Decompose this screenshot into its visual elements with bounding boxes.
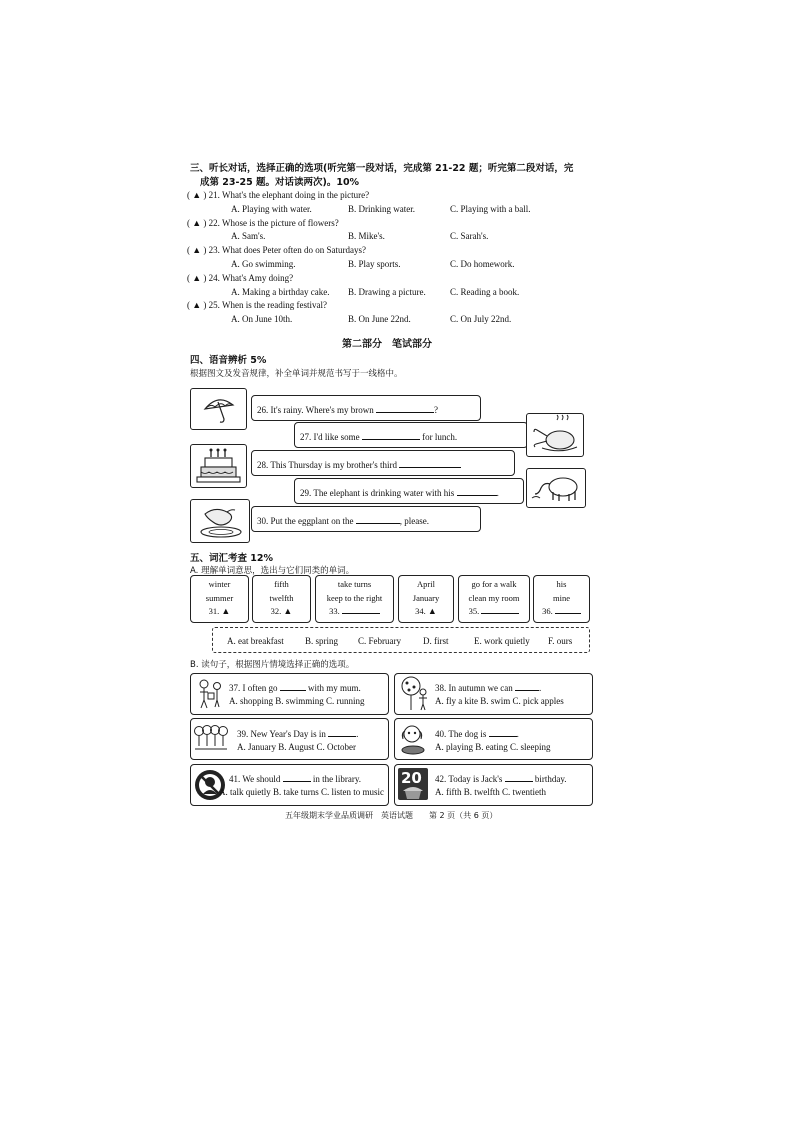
sentence-text: 28. This Thursday is my brother's third [257,460,398,470]
question-number: 32. [270,606,282,616]
answer-blank[interactable] [356,515,400,524]
question-text: What's Amy doing? [222,273,294,283]
chicken-picture [526,413,584,457]
phonics-sentence-30 [251,506,481,532]
word: summer [205,592,234,603]
question-number: 33. [329,606,340,616]
option-a: A. Go swimming. [231,259,296,269]
listening-question [187,190,369,200]
word: twelfth [269,592,294,603]
option-a: A. On June 10th. [231,314,293,324]
option-a: A. Making a birthday cake. [231,287,330,297]
picture-question-38 [394,673,593,715]
phonics-instruction: 根据图文及发音规律，补全单词并规范书写于一线格中。 [190,369,403,379]
question-number: 31. [208,606,220,616]
answer-blank[interactable] [505,773,533,782]
answer-bracket[interactable]: ( ▲ ) 24. [187,273,220,283]
answer-blank[interactable] [362,431,420,440]
answer-options: A. January B. August C. October [237,742,356,752]
answer-blank[interactable] [457,487,497,496]
option: F. ours [548,636,573,646]
answer-bracket[interactable]: ( ▲ ) 25. [187,300,220,310]
answer-options: A. fly a kite B. swim C. pick apples [435,696,564,706]
answer-options: A. shopping B. swimming C. running [229,696,365,706]
question-text-end: in the library. [312,774,362,784]
answer-blank[interactable] [376,404,434,413]
birthday-cake-picture [190,444,247,488]
cupcake-icon [401,786,425,800]
question-text: 38. In autumn we can [435,683,513,693]
word: keep to the right [326,592,383,603]
birthday-cake-icon [191,445,246,487]
question-text: What's the elephant doing in the picture? [222,190,370,200]
question-number: 34. [415,606,426,616]
answer-blank[interactable] [342,605,380,614]
option: A. eat breakfast [227,636,284,646]
question-text-end: with my mum. [308,683,361,693]
sentence-end: ? [433,405,438,415]
vocab-part-a-instruction: A. 理解单词意思，选出与它们同类的单词。 [190,566,355,576]
phonics-sentence-29 [294,478,524,504]
umbrella-icon [191,389,246,429]
answer-bracket[interactable]: ( ▲ ) 23. [187,245,220,255]
word: go for a walk [471,579,517,589]
dog-eating-icon [397,721,431,757]
question-text: 41. We should [229,774,281,784]
new-year-icon [193,721,229,757]
shopping-icon [193,676,227,712]
apple-picking-icon [397,676,431,712]
picture-question-42 [394,764,593,806]
picture-question-40 [394,718,593,760]
birthday-cake-20-picture [398,768,428,800]
listening-question [187,245,366,255]
answer-blank[interactable] [283,773,311,782]
answer-blank[interactable] [280,682,306,691]
picture-question-41 [190,764,389,806]
question-text-end: birthday. [534,774,567,784]
answer-options: A. fifth B. twelfth C. twentieth [435,787,546,797]
question-text: Whose is the picture of flowers? [222,218,339,228]
answer-triangle[interactable]: ▲ [221,606,231,616]
word: January [412,592,440,603]
cake-number: 20 [401,769,422,787]
answer-options: A. talk quietly B. take turns C. listen to music [219,787,384,797]
option-b: B. Drinking water. [348,204,415,214]
question-text: 40. The dog is [435,729,487,739]
listening-title-line1: 三、听长对话，选择正确的选项(听完第一段对话，完成第 21-22 题；听完第二段对话，完 [190,163,574,174]
sentence-text: 29. The elephant is drinking water with his [300,488,455,498]
option-c: C. Reading a book. [450,287,520,297]
word-group-36 [533,575,590,623]
word: fifth [274,579,289,589]
option: E. work quietly [474,636,530,646]
answer-bracket[interactable]: ( ▲ ) 22. [187,218,220,228]
sentence-text: 26. It's rainy. Where's my brown [257,405,374,415]
question-text: 42. Today is Jack's [435,774,503,784]
listening-question [187,218,339,228]
option-b: B. Mike's. [348,231,385,241]
sentence-end: , please. [399,516,429,526]
word-group-34 [398,575,454,623]
option-b: B. On June 22nd. [348,314,411,324]
listening-title-line2: 成第 23-25 题。对话读两次)。10% [200,177,360,188]
answer-bracket[interactable]: ( ▲ ) 21. [187,190,220,200]
listening-question [187,273,293,283]
word: mine [553,592,570,603]
picture-question-39 [190,718,389,760]
question-text: When is the reading festival? [222,300,327,310]
sentence-end: . [496,488,499,498]
word-group-33 [315,575,394,623]
question-text-end: . [356,729,359,739]
answer-blank[interactable] [399,459,461,468]
question-number: 35. [468,606,480,616]
eggplant-icon [191,500,249,542]
option-a: A. Sam's. [231,231,266,241]
option-c: C. Playing with a ball. [450,204,531,214]
sentence-text: 30. Put the eggplant on the [257,516,354,526]
word: April [417,579,435,589]
phonics-title: 四、语音辨析 5% [190,355,267,366]
part2-title: 第二部分 笔试部分 [342,339,432,350]
option-b: B. Drawing a picture. [348,287,426,297]
option-c: C. Sarah's. [450,231,489,241]
question-text-end: . [538,683,542,693]
vocab-part-b-instruction: B. 读句子，根据图片情境选择正确的选项。 [190,660,355,670]
phonics-sentence-28 [251,450,515,476]
answer-blank[interactable] [489,728,517,737]
option: D. first [423,636,449,646]
question-number: 36. [542,606,553,616]
question-text: 39. New Year's Day is in [237,729,326,739]
vocab-title: 五、词汇考查 12% [190,553,274,564]
phonics-sentence-27 [294,422,528,448]
question-text: 37. I often go [229,683,278,693]
elephant-icon [527,469,585,507]
option-a: A. Playing with water. [231,204,312,214]
sentence-text: 27. I'd like some [300,432,360,442]
question-text-end: . [516,729,519,739]
answer-blank[interactable] [328,728,359,739]
word: his [556,579,567,589]
option-c: C. On July 22nd. [450,314,512,324]
elephant-picture [526,468,586,508]
option: B. spring [305,636,339,646]
umbrella-picture [190,388,247,430]
answer-triangle[interactable]: ▲ [283,606,293,616]
word: take turns [337,579,372,589]
answer-triangle[interactable]: ▲ [427,606,437,616]
answer-blank[interactable] [555,605,581,614]
word-group-31 [190,575,249,623]
phonics-sentence-26 [251,395,481,421]
picture-question-37 [190,673,389,715]
answer-blank[interactable] [515,682,542,693]
word: clean my room [468,592,520,603]
word: winter [208,579,231,589]
answer-blank[interactable] [481,605,519,614]
option-b: B. Play sports. [348,259,401,269]
answer-options: A. playing B. eating C. sleeping [435,742,551,752]
listening-question [187,300,327,310]
word-group-35 [458,575,530,623]
sentence-end: for lunch. [422,432,458,442]
word-group-32 [252,575,311,623]
option: C. February [358,636,401,646]
page-footer: 五年级期末学业品质调研 英语试题 第 2 页（共 6 页） [285,811,498,820]
word-options-box [212,627,590,653]
option-c: C. Do homework. [450,259,515,269]
question-text: What does Peter often do on Saturdays? [222,245,366,255]
eggplant-plate-picture [190,499,250,543]
roast-chicken-icon [527,414,583,456]
